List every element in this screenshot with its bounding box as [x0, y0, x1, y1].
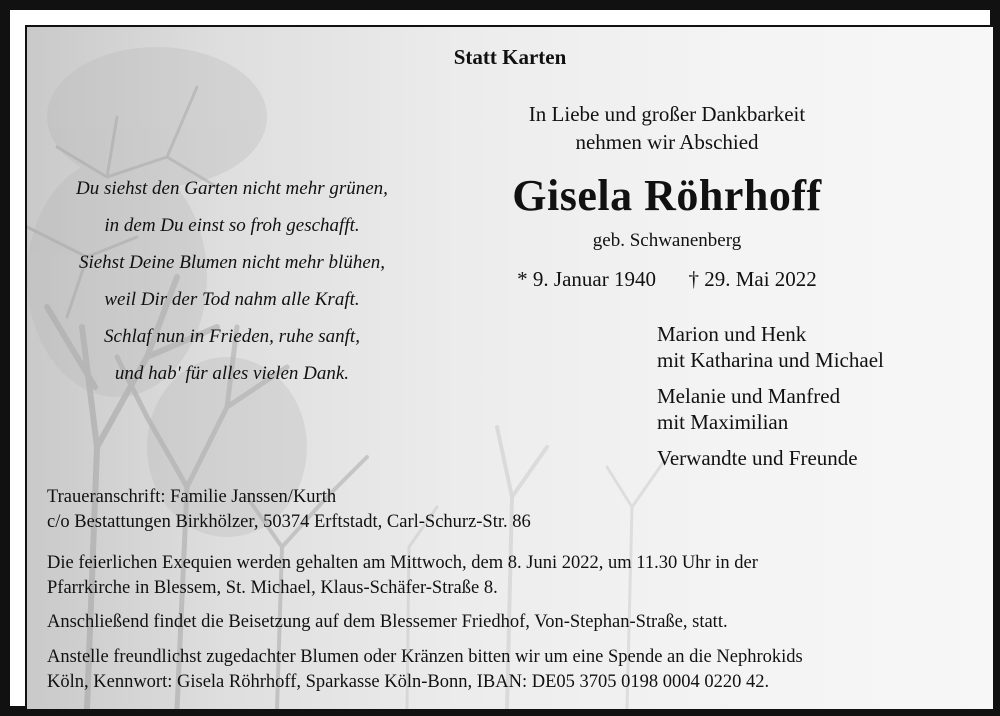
family-line: mit Katharina und Michael [657, 348, 884, 372]
notice-line: Köln, Kennwort: Gisela Röhrhoff, Sparkasse Köln-Bonn, IBAN: DE05 3705 0198 0004 0220 42. [47, 672, 770, 692]
address-line: c/o Bestattungen Birkhölzer, 50374 Erftstadt, Carl-Schurz-Str. 86 [47, 512, 531, 532]
poem-line: Siehst Deine Blumen nicht mehr blühen, [78, 252, 386, 273]
obituary-frame [10, 10, 990, 706]
family-group [657, 321, 884, 373]
notice-line: Anschließend findet die Beisetzung auf dem Blessemer Friedhof, Von-Stephan-Straße, statt. [47, 612, 728, 632]
family-line: Verwandte und Freunde [657, 446, 858, 470]
burial-notice [47, 610, 728, 635]
birth-name: geb. Schwanenberg [592, 230, 742, 251]
mourning-address [47, 485, 531, 535]
death-date: † 29. Mai 2022 [688, 267, 817, 291]
family-line: mit Maximilian [657, 410, 789, 434]
family-group [657, 445, 884, 471]
poem-line: Schlaf nun in Frieden, ruhe sanft, [104, 326, 360, 347]
poem-line: und hab' für alles vielen Dank. [114, 363, 350, 384]
notice-line: Anstelle freundlichst zugedachter Blumen oder Kränzen bitten wir um eine Spende an die Nephrokids [47, 647, 803, 667]
poem-line: weil Dir der Tod nahm alle Kraft. [104, 289, 360, 310]
funeral-service-notice [47, 551, 758, 601]
address-line: Traueranschrift: Familie Janssen/Kurth [47, 487, 337, 507]
notice-line: Pfarrkirche in Blessem, St. Michael, Klaus-Schäfer-Straße 8. [47, 578, 498, 598]
memorial-poem [27, 170, 437, 392]
family-line: Marion und Henk [657, 322, 807, 346]
family-line: Melanie und Manfred [657, 384, 841, 408]
family-group [657, 383, 884, 435]
intro-line: In Liebe und großer Dankbarkeit [528, 102, 806, 126]
intro-line: nehmen wir Abschied [575, 130, 759, 154]
notice-line: Die feierlichen Exequien werden gehalten am Mittwoch, dem 8. Juni 2022, um 11.30 Uhr in der [47, 553, 758, 573]
heading-statt-karten: Statt Karten [453, 45, 567, 69]
birth-date: * 9. Januar 1940 [517, 267, 656, 291]
life-dates [467, 267, 867, 292]
obituary-card [25, 25, 995, 711]
poem-line: in dem Du einst so froh geschafft. [104, 215, 360, 236]
intro-text [467, 100, 867, 156]
family-list [657, 321, 884, 481]
deceased-name: Gisela Röhrhoff [512, 171, 822, 220]
donation-notice [47, 645, 803, 695]
poem-line: Du siehst den Garten nicht mehr grünen, [76, 178, 388, 199]
